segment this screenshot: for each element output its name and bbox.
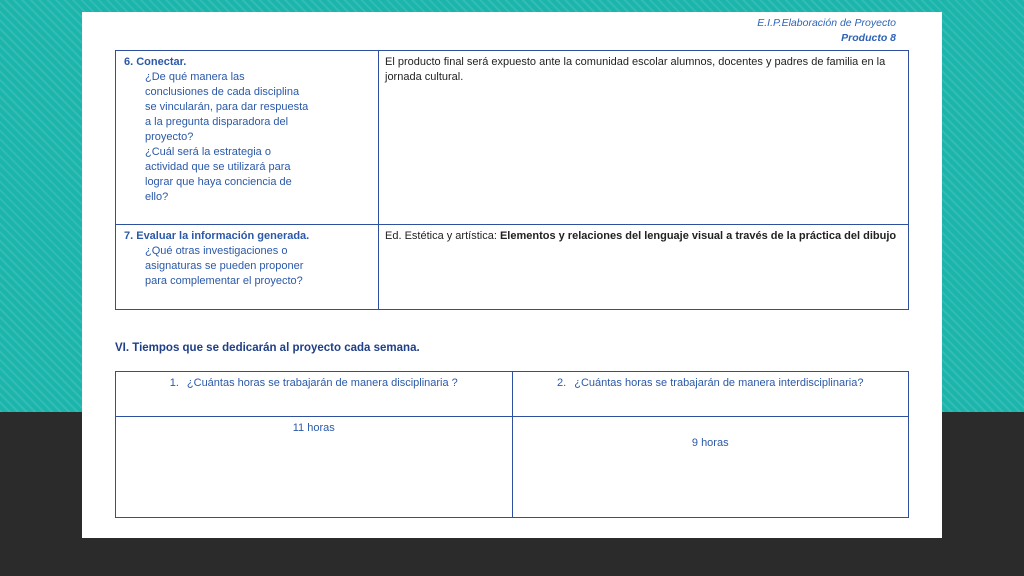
question-line: ¿De qué manera las bbox=[145, 71, 245, 83]
conectar-answer-cell bbox=[379, 51, 909, 225]
question-line: proyecto? bbox=[145, 131, 194, 143]
a1-value: 11 horas bbox=[292, 422, 335, 434]
doc-header-product: Producto 8 bbox=[841, 32, 896, 44]
document-page bbox=[82, 12, 942, 538]
section-title: VI. Tiempos que se dedicarán al proyecto cada semana. bbox=[115, 342, 420, 354]
question-line: conclusiones de cada disciplina bbox=[145, 86, 300, 98]
a2-value: 9 horas bbox=[691, 437, 729, 449]
question-line: ¿Cuál será la estrategia o bbox=[145, 146, 271, 158]
q2-text: ¿Cuántas horas se trabajarán de manera interdisciplinaria? bbox=[574, 377, 864, 389]
conectar-answer: El producto final será expuesto ante la comunidad escolar alumnos, docentes y padres de familia en la jornada cultural. bbox=[385, 56, 886, 83]
evaluar-label: 7. Evaluar la información generada. bbox=[124, 230, 310, 242]
question-line: para complementar el proyecto? bbox=[145, 275, 303, 287]
hours-value-row bbox=[116, 417, 909, 518]
conectar-question-text bbox=[124, 70, 372, 205]
question-line: a la pregunta disparadora del bbox=[145, 116, 289, 128]
q2-cell bbox=[512, 372, 909, 417]
question-line: ¿Qué otras investigaciones o bbox=[145, 245, 288, 257]
conectar-label: 6. Conectar. bbox=[124, 56, 187, 68]
doc-header-title: E.I.P.Elaboración de Proyecto bbox=[757, 17, 896, 29]
question-line: asignaturas se pueden proponer bbox=[145, 260, 304, 272]
table-row-conectar bbox=[116, 51, 909, 225]
q1-text: ¿Cuántas horas se trabajarán de manera disciplinaria ? bbox=[186, 377, 458, 389]
question-line: lograr que haya conciencia de bbox=[145, 176, 292, 188]
table-row-evaluar bbox=[116, 225, 909, 310]
evaluar-answer-bold: Elementos y relaciones del lenguaje visual a través de la práctica del dibujo bbox=[499, 230, 897, 242]
hours-header-row bbox=[116, 372, 909, 417]
q1-number: 1. bbox=[169, 377, 179, 389]
question-line: actividad que se utilizará para bbox=[145, 161, 291, 173]
conectar-question-cell bbox=[116, 51, 379, 225]
evaluar-question-cell bbox=[116, 225, 379, 310]
a2-cell bbox=[512, 417, 909, 518]
evaluar-question-text bbox=[124, 244, 372, 289]
hours-table bbox=[115, 371, 909, 518]
evaluar-answer-cell bbox=[379, 225, 909, 310]
question-line: ello? bbox=[145, 191, 169, 203]
q2-number: 2. bbox=[557, 377, 567, 389]
question-line: se vincularán, para dar respuesta bbox=[145, 101, 309, 113]
project-table bbox=[115, 50, 909, 310]
a1-cell bbox=[116, 417, 513, 518]
q1-cell bbox=[116, 372, 513, 417]
evaluar-answer-prefix: Ed. Estética y artística: bbox=[385, 230, 500, 242]
